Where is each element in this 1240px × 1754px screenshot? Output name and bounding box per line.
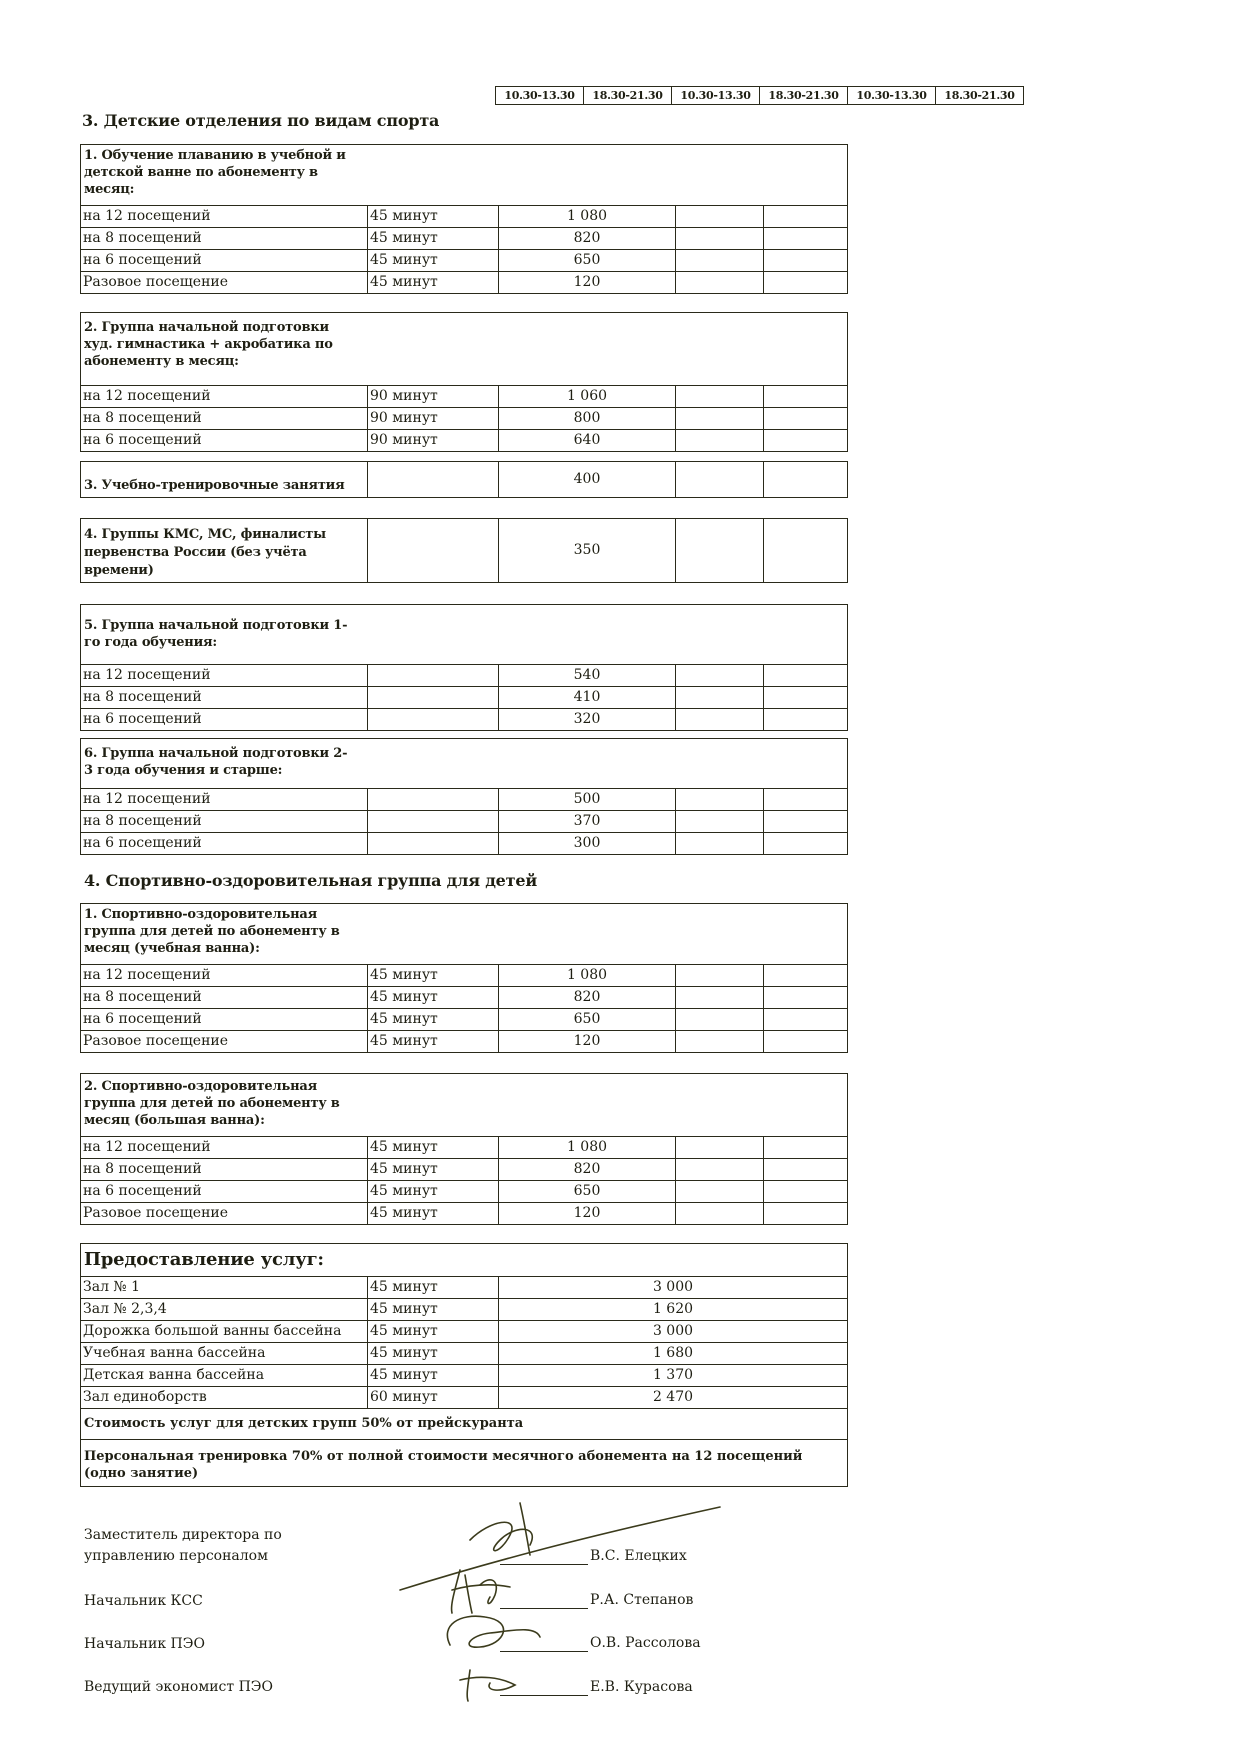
note-children-discount: Стоимость услуг для детских групп 50% от прейскуранта: [81, 1408, 847, 1439]
table-row: [81, 686, 847, 708]
row-price: 820: [498, 228, 675, 249]
row-duration: 45 минут: [367, 965, 498, 986]
table-row: [81, 429, 847, 451]
row-duration: 90 минут: [367, 386, 498, 407]
row-name: Детская ванна бассейна: [83, 1367, 265, 1383]
table-row: [81, 1030, 847, 1052]
row-duration: 45 минут: [367, 206, 498, 227]
table-row: [81, 1158, 847, 1180]
row-name: на 12 посещений: [83, 791, 211, 807]
row-name: на 8 посещений: [83, 230, 202, 246]
row-name: на 12 посещений: [83, 1139, 211, 1155]
row-duration: 45 минут: [367, 1203, 498, 1224]
row-duration: 45 минут: [367, 272, 498, 293]
row-price: 1 620: [498, 1299, 847, 1320]
block-title: 2. Спортивно-оздоровительная группа для детей по абонементу в месяц (большая ванна):: [84, 1079, 340, 1128]
table-row: [81, 205, 847, 227]
block-title: Предоставление услуг:: [84, 1249, 324, 1270]
row-duration: 60 минут: [367, 1387, 498, 1408]
time-slot: 18.30-21.30: [759, 87, 847, 104]
signature-name-4: Е.В. Курасова: [590, 1679, 693, 1695]
block-title: 5. Группа начальной подготовки 1-го года обучения:: [84, 618, 348, 650]
row-name: на 12 посещений: [83, 388, 211, 404]
row-name: Разовое посещение: [83, 274, 229, 290]
row-price: 2 470: [498, 1387, 847, 1408]
row-price: 500: [498, 789, 675, 810]
table-row: [81, 227, 847, 249]
row-duration: 45 минут: [367, 1137, 498, 1158]
note-personal-training: Персональная тренировка 70% от полной стоимости месячного абонемента на 12 посещений (одно занятие): [81, 1439, 847, 1486]
time-slots-row: [495, 86, 1024, 105]
row-name: на 6 посещений: [83, 432, 202, 448]
row-duration: 45 минут: [367, 1299, 498, 1320]
row-price: 650: [498, 1181, 675, 1202]
table-block-training: [80, 461, 848, 498]
table-row: [81, 1320, 847, 1342]
row-name: на 6 посещений: [83, 835, 202, 851]
row-name: на 12 посещений: [83, 967, 211, 983]
table-row: [81, 1298, 847, 1320]
row-price: 120: [498, 272, 675, 293]
row-name: на 6 посещений: [83, 1183, 202, 1199]
row-name: Разовое посещение: [83, 1033, 229, 1049]
signature-position-2: Начальник КСС: [84, 1593, 203, 1609]
row-price: 3 000: [498, 1277, 847, 1298]
signature-name-2: Р.А. Степанов: [590, 1592, 694, 1608]
time-slot: 10.30-13.30: [504, 89, 575, 102]
row-name: на 8 посещений: [83, 813, 202, 829]
row-duration: 45 минут: [367, 1159, 498, 1180]
block-title: 3. Учебно-тренировочные занятия: [84, 478, 345, 493]
table-row: [81, 1180, 847, 1202]
row-price: 1 080: [498, 1137, 675, 1158]
table-block-swimming: [80, 144, 848, 294]
row-duration: 45 минут: [367, 250, 498, 271]
signature-position-3: Начальник ПЭО: [84, 1636, 205, 1652]
row-price: 410: [498, 687, 675, 708]
table-block-beginners-2-3: [80, 738, 848, 855]
table-row: [81, 788, 847, 810]
row-price: 1 080: [498, 206, 675, 227]
block-title: 1. Обучение плаванию в учебной и детской ванне по абонементу в месяц:: [84, 148, 346, 197]
row-name: Зал № 1: [83, 1279, 141, 1295]
row-price: 820: [498, 1159, 675, 1180]
table-row: [81, 249, 847, 271]
table-block-services: [80, 1243, 848, 1487]
row-name: Дорожка большой ванны бассейна: [83, 1323, 342, 1339]
row-duration: 45 минут: [367, 1343, 498, 1364]
row-duration: 45 минут: [367, 1365, 498, 1386]
table-block-beginners-1: [80, 604, 848, 731]
table-row: [81, 1364, 847, 1386]
row-price: 650: [498, 250, 675, 271]
table-block-health-big-pool: [80, 1073, 848, 1225]
row-name: на 8 посещений: [83, 410, 202, 426]
row-name: на 8 посещений: [83, 989, 202, 1005]
row-price: 120: [498, 1203, 675, 1224]
row-duration: 90 минут: [367, 430, 498, 451]
table-block-kms: [80, 518, 848, 583]
row-price: 540: [498, 665, 675, 686]
block-title: 6. Группа начальной подготовки 2-3 года обучения и старше:: [84, 746, 348, 778]
signature-name-1: В.С. Елецких: [590, 1548, 687, 1564]
signature-name-3: О.В. Рассолова: [590, 1635, 701, 1651]
row-price: 320: [498, 709, 675, 730]
table-row: [81, 964, 847, 986]
row-name: Учебная ванна бассейна: [83, 1345, 266, 1361]
table-row: [81, 1342, 847, 1364]
row-price: 640: [498, 430, 675, 451]
row-duration: 90 минут: [367, 408, 498, 429]
table-row: [81, 986, 847, 1008]
row-duration: 45 минут: [367, 1181, 498, 1202]
table-row: [81, 664, 847, 686]
row-price: 820: [498, 987, 675, 1008]
row-name: на 12 посещений: [83, 667, 211, 683]
signature-position-4: Ведущий экономист ПЭО: [84, 1679, 273, 1695]
section4-title: 4. Спортивно-оздоровительная группа для детей: [84, 871, 538, 890]
row-duration: 45 минут: [367, 987, 498, 1008]
row-price: 3 000: [498, 1321, 847, 1342]
row-price: 1 680: [498, 1343, 847, 1364]
row-name: на 8 посещений: [83, 689, 202, 705]
table-row: [81, 1202, 847, 1224]
signature-position-1: Заместитель директора по управлению персоналом: [84, 1527, 282, 1564]
row-duration: 45 минут: [367, 1009, 498, 1030]
table-row: [81, 271, 847, 293]
table-block-gymnastics: [80, 312, 848, 452]
row-price: 300: [498, 833, 675, 854]
section3-title: 3. Детские отделения по видам спорта: [82, 111, 440, 130]
row-name: на 6 посещений: [83, 1011, 202, 1027]
table-row: [81, 1386, 847, 1408]
row-name: Разовое посещение: [83, 1205, 229, 1221]
row-name: на 12 посещений: [83, 208, 211, 224]
table-row: [81, 1136, 847, 1158]
table-row: [81, 1008, 847, 1030]
row-duration: 45 минут: [367, 1031, 498, 1052]
row-name: Зал № 2,3,4: [83, 1301, 167, 1317]
table-row: [81, 810, 847, 832]
block-title: 4. Группы КМС, МС, финалисты первенства России (без учёта времени): [84, 527, 326, 578]
row-price: 800: [498, 408, 675, 429]
table-row: [81, 407, 847, 429]
row-duration: 45 минут: [367, 1321, 498, 1342]
handwritten-signatures: [390, 1495, 730, 1705]
table-block-health-training-pool: [80, 903, 848, 1053]
row-price: 370: [498, 811, 675, 832]
time-slot: 10.30-13.30: [847, 87, 935, 104]
row-price: 1 080: [498, 965, 675, 986]
row-name: на 8 посещений: [83, 1161, 202, 1177]
time-slot: 18.30-21.30: [583, 87, 671, 104]
row-name: на 6 посещений: [83, 252, 202, 268]
row-price: 120: [498, 1031, 675, 1052]
row-price: 1 370: [498, 1365, 847, 1386]
row-name: Зал единоборств: [83, 1389, 207, 1405]
time-slot: 18.30-21.30: [935, 87, 1023, 104]
table-row: [81, 1276, 847, 1298]
row-price: 350: [498, 519, 675, 582]
row-price: 400: [498, 462, 675, 497]
time-slot: 10.30-13.30: [671, 87, 759, 104]
row-duration: 45 минут: [367, 1277, 498, 1298]
row-price: 1 060: [498, 386, 675, 407]
table-row: [81, 385, 847, 407]
table-row: [81, 832, 847, 854]
row-duration: 45 минут: [367, 228, 498, 249]
block-title: 2. Группа начальной подготовки худ. гимнастика + акробатика по абонементу в месяц:: [84, 320, 333, 369]
row-name: на 6 посещений: [83, 711, 202, 727]
row-price: 650: [498, 1009, 675, 1030]
block-title: 1. Спортивно-оздоровительная группа для детей по абонементу в месяц (учебная ванна):: [84, 907, 340, 956]
table-row: [81, 708, 847, 730]
